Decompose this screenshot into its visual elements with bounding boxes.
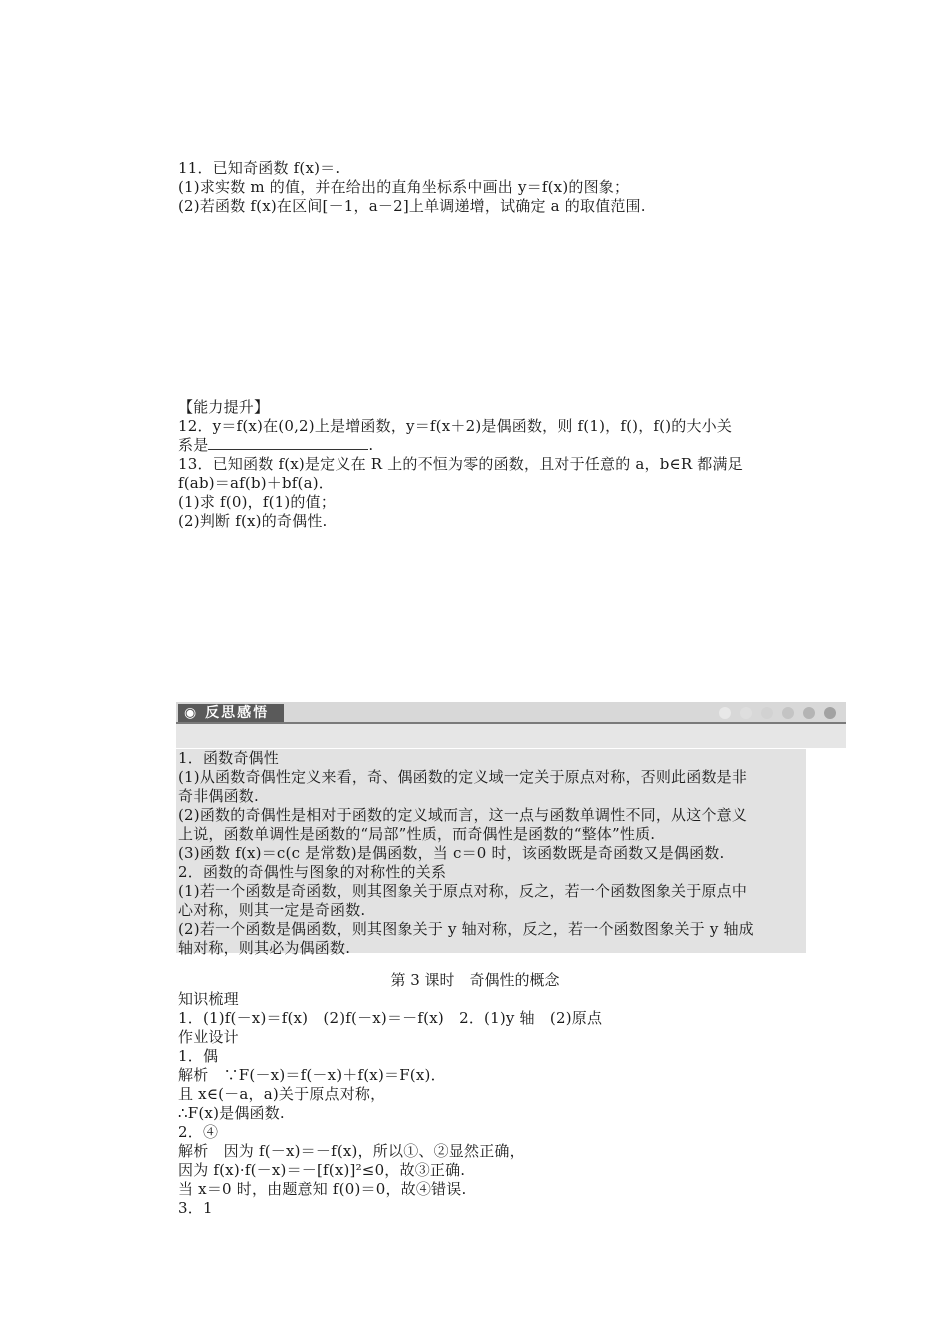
- text-line: 2．函数的奇偶性与图象的对称性的关系: [178, 863, 447, 881]
- summary-lines: [178, 749, 754, 958]
- question-11: [178, 159, 808, 216]
- ability-section: [178, 398, 808, 531]
- text-line: 3．1: [178, 1199, 213, 1217]
- text-line: 解析 因为 f(－x)＝－f(x)，所以①、②显然正确，: [178, 1142, 525, 1160]
- text-line: 当 x＝0 时，由题意知 f(0)＝0，故④错误.: [178, 1180, 467, 1198]
- q11-part1: (1)求实数 m 的值，并在给出的直角坐标系中画出 y＝f(x)的图象；: [178, 178, 630, 196]
- text-line: 1．偶: [178, 1047, 219, 1065]
- q13-line2: f(ab)＝af(b)＋bf(a)．: [178, 474, 335, 492]
- text-line: 上说，函数单调性是函数的“局部”性质，而奇偶性是函数的“整体”性质.: [178, 825, 656, 843]
- reflection-summary: [176, 749, 806, 957]
- text-line: 2．④: [178, 1123, 219, 1141]
- q12-prefix: 系是: [178, 436, 209, 454]
- banner-bottom-strip: [176, 724, 846, 748]
- q12-line1: 12．y＝f(x)在(0,2)上是增函数，y＝f(x＋2)是偶函数，则 f(1)，f()，f()的大小关: [178, 417, 733, 435]
- q12-suffix: .: [368, 436, 374, 454]
- answers-title: 第 3 课时 奇偶性的概念: [390, 971, 560, 989]
- dot-icon: [719, 707, 731, 719]
- text-line: ∴F(x)是偶函数.: [178, 1104, 285, 1122]
- q13-part2: (2)判断 f(x)的奇偶性.: [178, 512, 328, 530]
- text-line: (3)函数 f(x)＝c(c 是常数)是偶函数，当 c＝0 时，该函数既是奇函数又是偶函数.: [178, 844, 725, 862]
- answer-blank: [208, 437, 368, 450]
- text-line: 因为 f(x)·f(－x)＝－[f(x)]²≤0，故③正确.: [178, 1161, 466, 1179]
- text-line: (1)若一个函数是奇函数，则其图象关于原点对称，反之，若一个函数图象关于原点中: [178, 882, 748, 900]
- banner-dots: [719, 707, 836, 719]
- text-line: 知识梳理: [178, 990, 239, 1008]
- dot-icon: [824, 707, 836, 719]
- text-line: (2)函数的奇偶性是相对于函数的定义域而言，这一点与函数单调性不同，从这个意义: [178, 806, 748, 824]
- answers-section: [178, 990, 808, 1218]
- q11-statement: 11．已知奇函数 f(x)＝.: [178, 159, 341, 177]
- q13-part1: (1)求 f(0)，f(1)的值；: [178, 493, 337, 511]
- reflection-banner: [176, 702, 846, 748]
- q13-line1: 13．已知函数 f(x)是定义在 R 上的不恒为零的函数，且对于任意的 a，b∈R 都满足: [178, 455, 743, 473]
- text-line: 作业设计: [178, 1028, 239, 1046]
- q12-line2: [178, 436, 808, 455]
- text-line: 解析 ∵F(－x)＝f(－x)＋f(x)＝F(x)．: [178, 1066, 446, 1084]
- ability-heading: 【能力提升】: [178, 398, 270, 416]
- text-line: 心对称，则其一定是奇函数.: [178, 901, 366, 919]
- text-line: (2)若一个函数是偶函数，则其图象关于 y 轴对称，反之，若一个函数图象关于 y 轴成: [178, 920, 754, 938]
- banner-title: ◉ 反思感悟: [178, 704, 284, 722]
- q11-part2: (2)若函数 f(x)在区间[－1，a－2]上单调递增，试确定 a 的取值范围.: [178, 197, 646, 215]
- dot-icon: [740, 707, 752, 719]
- text-line: 轴对称，则其必为偶函数.: [178, 939, 351, 957]
- text-line: 奇非偶函数.: [178, 787, 259, 805]
- text-line: 且 x∈(－a，a)关于原点对称，: [178, 1085, 386, 1103]
- text-line: 1．(1)f(－x)＝f(x) (2)f(－x)＝－f(x) 2．(1)y 轴 (2)原点: [178, 1009, 603, 1027]
- dot-icon: [761, 707, 773, 719]
- dot-icon: [782, 707, 794, 719]
- text-line: (1)从函数奇偶性定义来看，奇、偶函数的定义域一定关于原点对称，否则此函数是非: [178, 768, 748, 786]
- dot-icon: [803, 707, 815, 719]
- text-line: 1．函数奇偶性: [178, 749, 279, 767]
